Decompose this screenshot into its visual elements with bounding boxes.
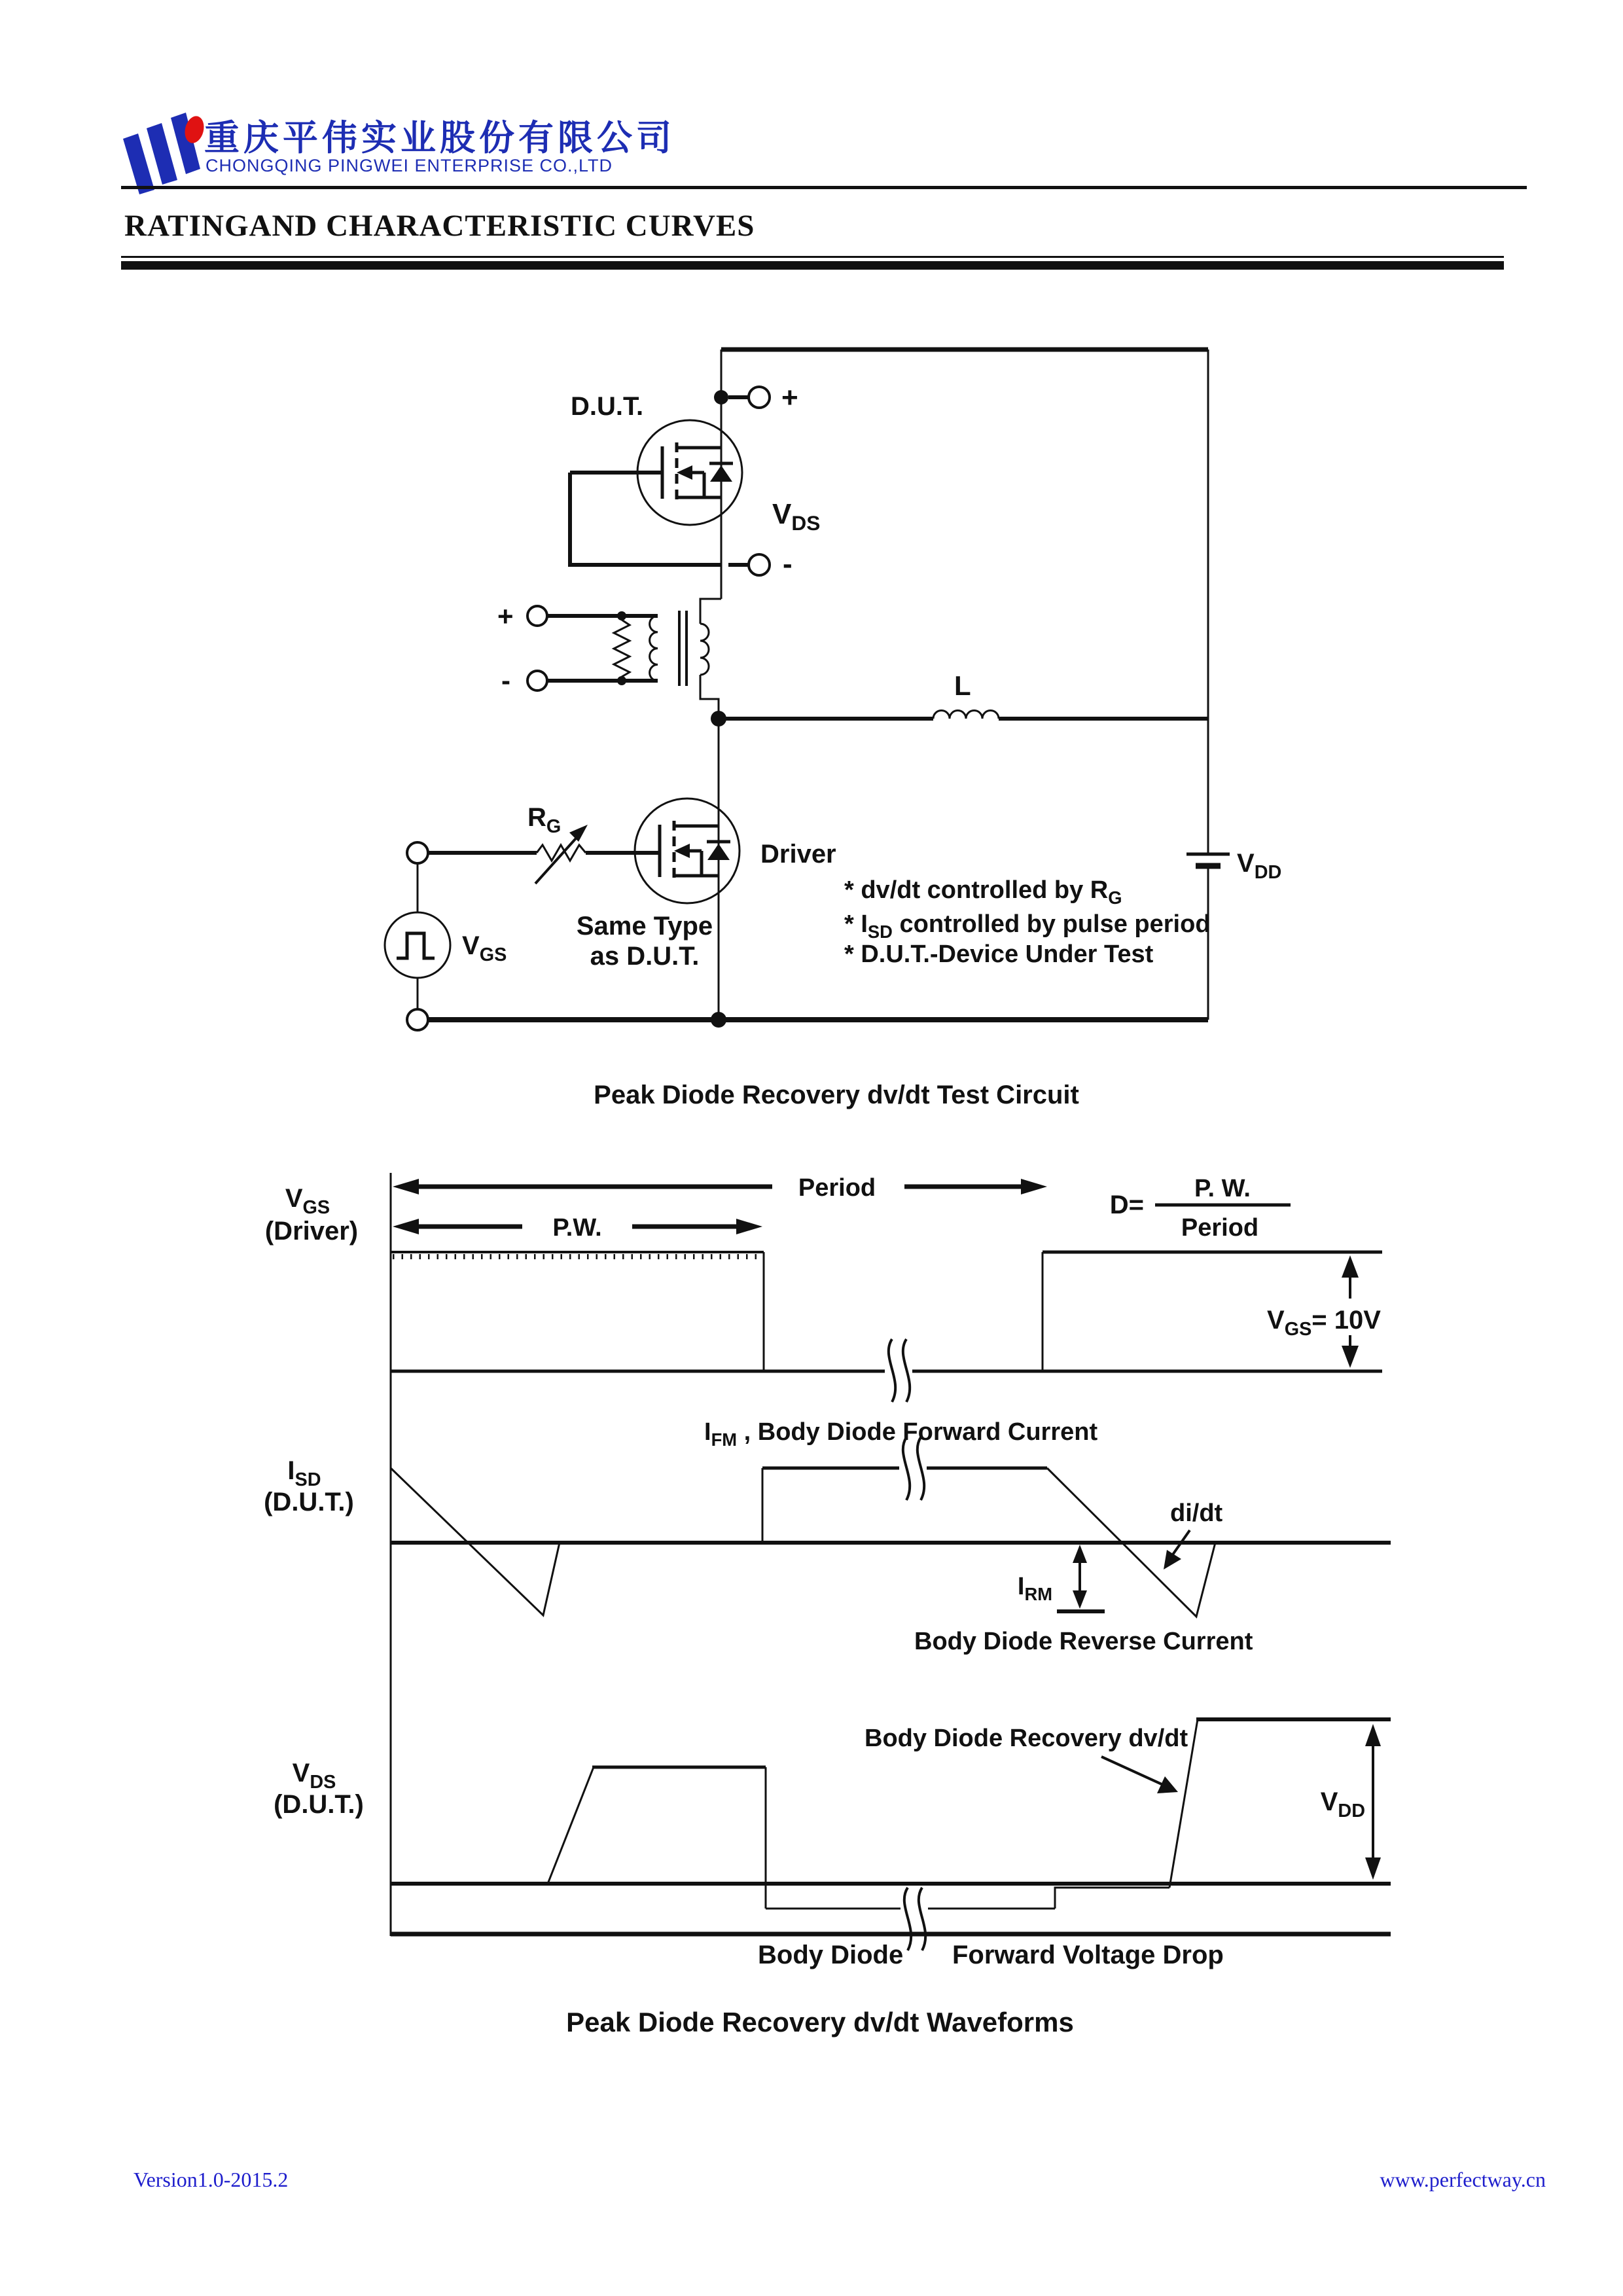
circuit-caption: Peak Diode Recovery dv/dt Test Circuit: [594, 1081, 1079, 1109]
gate-transformer: [497, 601, 709, 696]
pw-label: P.W.: [552, 1214, 602, 1242]
same-type-line2: as D.U.T.: [590, 942, 700, 971]
ifm-label: $I_{FM}$ , Body Diode Forward Current: [704, 1418, 1098, 1450]
vgs-level-label: $V_{GS}= 10V$: [1267, 1306, 1381, 1340]
pw-arrow: [393, 1214, 762, 1242]
didt-label: di/dt: [1170, 1499, 1223, 1527]
pulse-glyph: [397, 933, 435, 958]
vds-break-squiggle: [904, 1888, 925, 1950]
duty-cycle-formula: [1110, 1175, 1291, 1242]
inductor-label: L: [954, 670, 971, 701]
note-dvdt: * dv/dt controlled by $R_G$: [844, 876, 1122, 908]
period-arrow: [393, 1174, 1047, 1202]
vgs-source-label: $V_{GS}$: [462, 931, 507, 965]
recovery-annotation: [865, 1725, 1188, 1793]
isd-row-label: $I_{SD}$: [287, 1456, 321, 1490]
body-diode-label: Body Diode: [758, 1941, 904, 1969]
isd-break-squiggle: [903, 1437, 924, 1500]
dut-label: D.U.T.: [571, 392, 644, 421]
xfmr-minus-label: -: [501, 665, 510, 696]
footer-version: Version1.0-2015.2: [134, 2168, 289, 2191]
waveform-diagram: [264, 1173, 1391, 2037]
vds-row-label: $V_{DS}$: [292, 1759, 336, 1793]
duty-d-label: D=: [1109, 1191, 1144, 1219]
test-circuit-diagram: [385, 350, 1281, 1109]
xfmr-resistor: [614, 620, 630, 677]
same-type-line1: Same Type: [576, 912, 713, 941]
circuit-notes: [844, 876, 1211, 968]
footer-website: www.perfectway.cn: [1380, 2168, 1546, 2191]
irm-label: $I_{RM}$: [1017, 1573, 1052, 1604]
duty-numerator: P. W.: [1194, 1175, 1251, 1202]
reverse-current-label: Body Diode Reverse Current: [914, 1628, 1253, 1655]
note-isd: * $I_{SD}$ controlled by pulse period: [844, 910, 1211, 942]
xfmr-plus-label: +: [497, 601, 514, 632]
dut-plus-label: +: [781, 382, 798, 414]
rg-label: $R_G$: [527, 803, 562, 837]
dut-section: [570, 382, 820, 580]
vgs-row-label: $V_{GS}$: [285, 1184, 330, 1218]
isd-row-paren: (D.U.T.): [264, 1488, 354, 1516]
inductor: [719, 670, 1208, 719]
vdd-battery: [1186, 849, 1281, 883]
fwd-drop-label: Forward Voltage Drop: [952, 1941, 1224, 1969]
vgs-break-squiggle: [889, 1339, 910, 1402]
irm-annotation: [1018, 1545, 1105, 1611]
vgs-trace: [391, 1252, 1382, 1402]
isd-trace: [391, 1437, 1391, 1617]
vgs-level-annotation: [1267, 1255, 1381, 1368]
company-name-cn: 重庆平伟实业股份有限公司: [204, 118, 675, 158]
driver-label: Driver: [760, 840, 836, 869]
didt-annotation: [1164, 1499, 1223, 1570]
vgs-row-paren: (Driver): [264, 1217, 359, 1246]
vgs-source: [385, 863, 507, 1030]
period-label: Period: [798, 1174, 876, 1202]
note-dut: * D.U.T.-Device Under Test: [844, 941, 1154, 968]
page-title: RATINGAND CHARACTERISTIC CURVES: [124, 209, 755, 243]
vdd-label: $V_{DD}$: [1237, 849, 1282, 883]
xfmr-secondary-coil: [700, 624, 709, 675]
xfmr-primary-coil: [650, 616, 658, 681]
vds-row-paren: (D.U.T.): [274, 1790, 364, 1819]
waveforms-caption: Peak Diode Recovery dv/dt Waveforms: [566, 2007, 1074, 2037]
duty-denominator: Period: [1181, 1214, 1259, 1242]
vds-label: $V_{DS}$: [772, 498, 821, 535]
dut-minus-label: -: [783, 548, 793, 580]
vds-trace: [391, 1719, 1391, 1950]
vdd-level-label: $V_{DD}$: [1320, 1787, 1365, 1821]
company-name-en: CHONGQING PINGWEI ENTERPRISE CO.,LTD: [205, 156, 613, 175]
recovery-label: Body Diode Recovery dv/dt: [865, 1725, 1188, 1752]
vdd-level-annotation: [1321, 1724, 1381, 1880]
